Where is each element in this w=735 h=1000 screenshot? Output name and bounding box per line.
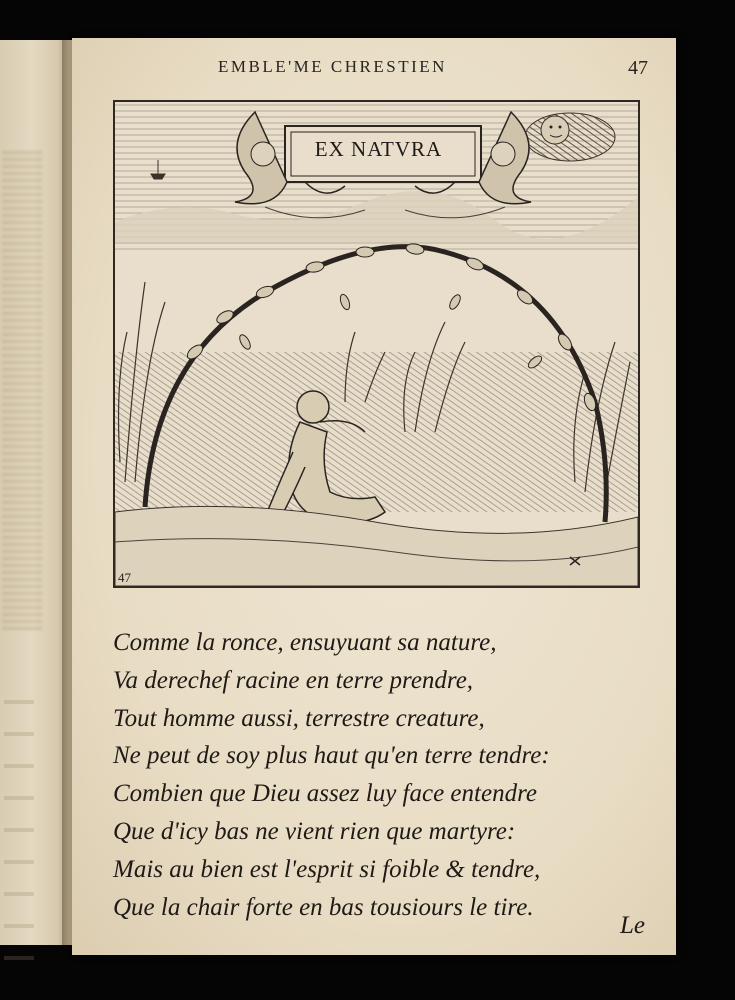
running-title: EMBLE'ME CHRESTIEN — [218, 57, 447, 76]
page-number: 47 — [628, 57, 648, 79]
engraving-illustration — [115, 102, 638, 586]
verse-line: Que d'icy bas ne vient rien que martyre: — [113, 817, 516, 845]
emblem-engraving — [113, 100, 640, 588]
verse-line: Ne peut de soy plus haut qu'en terre tendre: — [113, 742, 550, 770]
brush-hatching — [115, 352, 638, 512]
catchword: Le — [620, 912, 645, 939]
verse-line: Mais au bien est l'esprit si foible & tendre, — [113, 855, 541, 883]
verse-line: Va derechef racine en terre prendre, — [113, 666, 474, 694]
verse-line: Combien que Dieu assez luy face entendre — [113, 780, 537, 808]
plate-number: 47 — [118, 570, 131, 585]
show-through-text — [4, 680, 34, 960]
verse-line: Que la chair forte en bas tousiours le tire. — [113, 893, 534, 921]
emblem-motto: EX NATVRA — [314, 137, 443, 161]
show-through-illustration — [2, 150, 42, 630]
sun-cloud — [525, 113, 615, 161]
emblem-verse — [113, 624, 550, 926]
verse-line: Tout homme aussi, terrestre creature, — [113, 704, 485, 732]
verse-line: Comme la ronce, ensuyuant sa nature, — [113, 629, 497, 656]
